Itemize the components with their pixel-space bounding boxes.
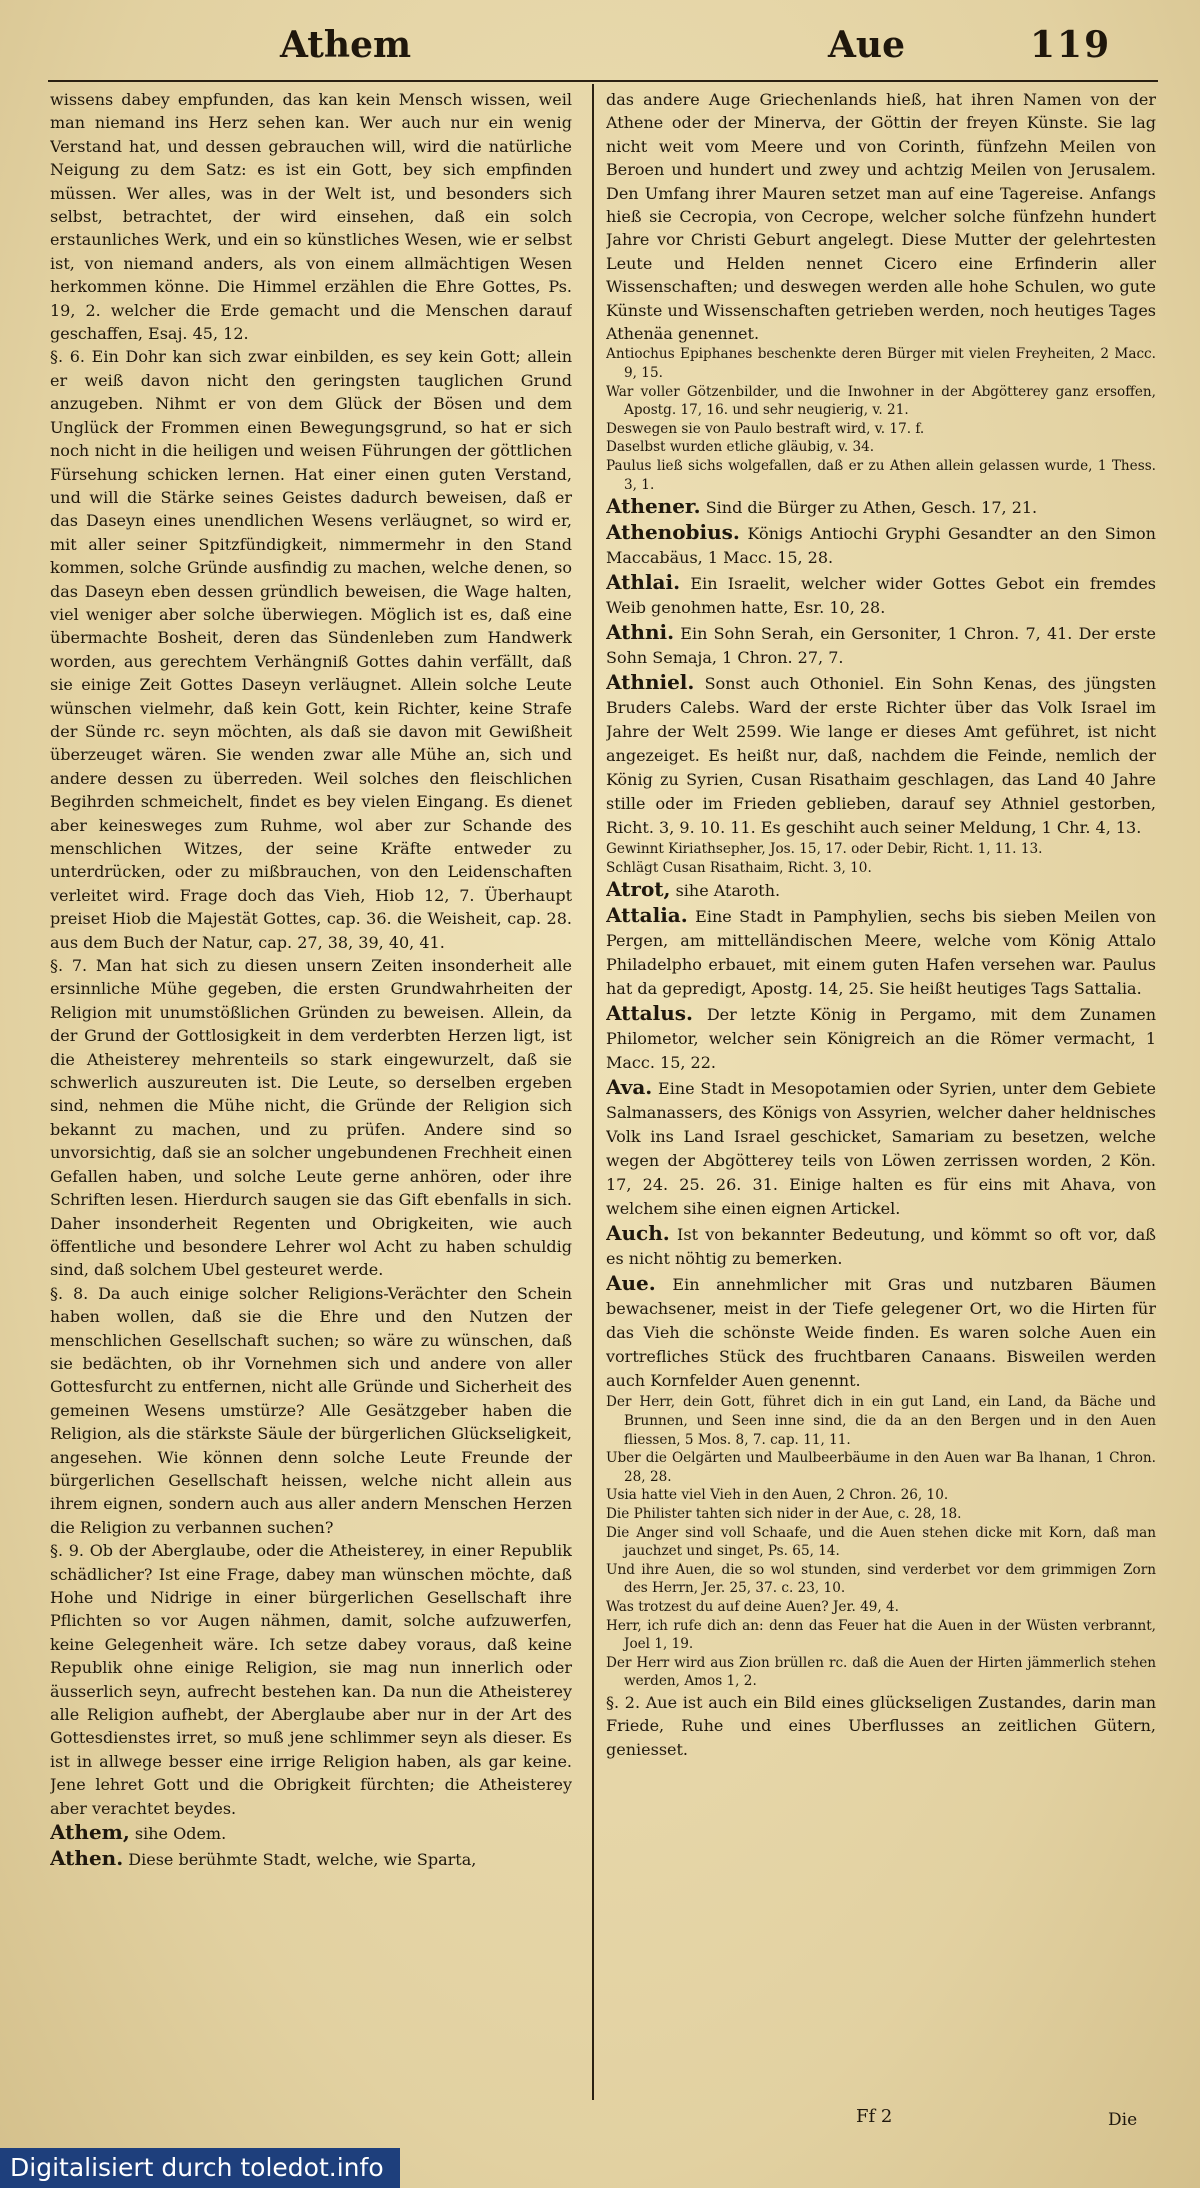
entry-lemma: Athlai. [606, 570, 681, 595]
entry-text: Sonst auch Othoniel. Ein Sohn Kenas, des jüngsten Bruders Calebs. Ward der erste Richter über das Volk Israel im Jahre der Welt 2599. Wie lange er dieses Amt geführet, ist nicht angezeiget. Es heißt nur, daß, nachdem die Feinde, nemlich der König zu Syrien, Cusan Risathaim geschlagen, das Land 40 Jahre stille oder im Frieden geblieben, darauf sey Athniel gestorben, Richt. 3, 9. 10. 11. Es geschiht auch seiner Meldung, 1 Chr. 4, 13. [606, 674, 1156, 838]
entry-athem [50, 1820, 572, 1846]
scripture-note: Herr, ich rufe dich an: denn das Feuer hat die Auen in der Wüsten verbrannt, Joel 1, 19. [606, 1617, 1156, 1653]
entry-text: sihe Odem. [134, 1824, 227, 1844]
entry-text: Sind die Bürger zu Athen, Gesch. 17, 21. [705, 498, 1038, 518]
entry-text: Eine Stadt in Mesopotamien oder Syrien, unter dem Gebiete Salmanassers, des Königs von Assyrien, welcher daher heldnisches Volk ins Land Israel geschicket, Samariam zu besetzen, welche wegen der Abgötterey teils von Löwen zerrissen worden, 2 Kön. 17, 24. 25. 26. 31. Einige halten es für eins mit Ahava, von welchem sihe einen eignen Artickel. [606, 1079, 1156, 1219]
scripture-note: Uber die Oelgärten und Maulbeerbäume in den Auen war Ba lhanan, 1 Chron. 28, 28. [606, 1450, 1156, 1485]
entry-text: Diese berühmte Stadt, welche, wie Sparta, [128, 1850, 477, 1870]
scripture-note: Schlägt Cusan Risathaim, Richt. 3, 10. [606, 859, 872, 876]
scripture-note: Usia hatte viel Vieh in den Auen, 2 Chron. 26, 10. [606, 1487, 949, 1504]
dictionary-entry [606, 1001, 1156, 1075]
scripture-note: Was trotzest du auf deine Auen? Jer. 49, 4. [606, 1598, 900, 1615]
entry-lemma: Athenobius. [606, 520, 740, 545]
entry-text: Königs Antiochi Gryphi Gesandter an den Simon Maccabäus, 1 Macc. 15, 28. [606, 524, 1156, 568]
right-column [606, 88, 1156, 1761]
dictionary-entry [606, 903, 1156, 1001]
athen-continuation: das andere Auge Griechenlands hieß, hat ihren Namen von der Athene oder der Minerva, der Göttin der freyen Künste. Sie lag nicht weit vom Meere und von Corinth, fünfzehn Meilen von Beroen und hundert und zwey und achtzig Meilen von Jerusalem. Den Umfang ihrer Mauren setzet man auf eine Tagereise. Anfangs hieß sie Cecropia, von Cecrope, welcher solche fünfzehn hundert Jahre vor Christi Geburt angelegt. Diese Mutter der gelehrtesten Leute und Helden nennet Cicero eine Erfinderin aller Wissenschaften; und deswegen werden alle hohe Schulen, wo gute Künste und Wissenschaften getrieben werden, noch heutiges Tages Athenäa genennet. [606, 90, 1156, 344]
dictionary-entry [606, 1271, 1156, 1393]
paragraph: wissens dabey empfunden, das kan kein Mensch wissen, weil man niemand ins Herz sehen kan. Wer auch nur ein wenig Verstand hat, und dessen gebrauchen will, wird die natürliche Neigung zu dem Satz: es ist ein Gott, bey sich empfinden müssen. Wer alles, was in der Welt ist, und besonders sich selbst, betrachtet, der wird einsehen, daß ein solch erstaunliches Werk, und ein so künstliches Wesen, wie er selbst ist, von niemand anders, als von einem allmächtigen Wesen herkommen könne. Die Himmel erzählen die Ehre Gottes, Ps. 19, 2. welcher die Erde gemacht und die Menschen darauf geschaffen, Esaj. 45, 12. [50, 90, 572, 344]
entry-lemma: Athem, [50, 1820, 130, 1845]
aue-paragraph-2: §. 2. Aue ist auch ein Bild eines glückseligen Zustandes, darin man Friede, Ruhe und eines Uberflusses an zeitlichen Gütern, geniesset. [606, 1692, 1156, 1759]
column-divider [592, 84, 594, 2100]
entry-text: Ein Sohn Serah, ein Gersoniter, 1 Chron. 7, 41. Der erste Sohn Semaja, 1 Chron. 27, 7. [606, 624, 1156, 668]
running-header [0, 16, 1200, 74]
scripture-note: Daselbst wurden etliche gläubig, v. 34. [606, 439, 875, 456]
dictionary-entry [606, 520, 1156, 570]
entry-lemma: Attalia. [606, 903, 688, 928]
entry-text: Ist von bekannter Bedeutung, und kömmt so oft vor, daß es nicht nöhtig zu bemerken. [606, 1225, 1156, 1269]
left-column [50, 88, 572, 1872]
header-left-word: Athem [280, 24, 412, 66]
header-rule [48, 80, 1158, 82]
digitization-banner: Digitalisiert durch toledot.info [0, 2148, 400, 2188]
scripture-note: War voller Götzenbilder, und die Inwohner in der Abgötterey ganz ersoffen, Apostg. 17, 16. und sehr neugierig, v. 21. [606, 383, 1156, 419]
scripture-note: Gewinnt Kiriathsepher, Jos. 15, 17. oder Debir, Richt. 1, 11. 13. [606, 841, 1043, 858]
scripture-note: Der Herr wird aus Zion brüllen rc. daß die Auen der Hirten jämmerlich stehen werden, Amos 1, 2. [606, 1654, 1156, 1690]
entry-text: Ein annehmlicher mit Gras und nutzbaren Bäumen bewachsener, meist in der Tiefe gelegener Ort, wo die Hirten für das Vieh die schönste Weide finden. Es waren solche Auen ein vortrefliches Stück des fruchtbaren Canaans. Bisweilen werden auch Kornfelder Auen genennt. [606, 1275, 1156, 1391]
paragraph: §. 7. Man hat sich zu diesen unsern Zeiten insonderheit alle ersinnliche Mühe gegeben, die ersten Grundwahrheiten der Religion mit unumstößlichen Gründen zu beweisen. Allein, da der Grund der Gottlosigkeit in dem verderbten Herzen ligt, ist die Atheisterey mehrenteils so stark eingewurzelt, daß sie schwerlich auszureuten ist. Die Leute, so derselben ergeben sind, nehmen die Mühe nicht, die Gründe der Religion sich bekannt zu machen, und zu prüfen. Andere sind so unvorsichtig, daß sie an solcher ungebundenen Frechheit einen Gefallen haben, und solche Leute gerne anhören, oder ihre Schriften lesen. Hierdurch saugen sie das Gift ebenfalls in sich. Daher insonderheit Regenten und Obrigkeiten, wie auch öffentliche und besondere Lehrer wol Acht zu haben schuldig sind, daß solchem Ubel gesteuret werde. [50, 956, 572, 1280]
entry-lemma: Athener. [606, 494, 701, 519]
entry-text: Ein Israelit, welcher wider Gottes Gebot ein fremdes Weib genohmen hatte, Esr. 10, 28. [606, 574, 1156, 618]
scripture-note: Die Philister tahten sich nider in der Aue, c. 28, 18. [606, 1505, 962, 1522]
entry-lemma: Auch. [606, 1221, 670, 1246]
entry-text: Eine Stadt in Pamphylien, sechs bis sieben Meilen von Pergen, am mittelländischen Meere, welche vom König Attalo Philadelpho erbauet, mit einem guten Hafen versehen war. Paulus hat da gepredigt, Apostg. 14, 25. Sie heißt heutiges Tags Sattalia. [606, 907, 1156, 999]
entry-text: Der letzte König in Pergamo, mit dem Zunamen Philometor, welcher sein Königreich an die Römer vermacht, 1 Macc. 15, 22. [606, 1005, 1156, 1073]
dictionary-entry [606, 877, 1156, 903]
catchword: Die [1108, 2110, 1138, 2130]
athen-notes [606, 345, 1156, 494]
entry-athen [50, 1846, 572, 1872]
paragraph: §. 9. Ob der Aberglaube, oder die Atheisterey, in einer Republik schädlicher? Ist eine Frage, dabey man wünschen möchte, daß Hohe und Nidrige in einer bürgerlichen Gesellschaft ihre Pflichten so vor Augen nähmen, damit, solche aufzuwerfen, keine Gelegenheit wäre. Ich setze dabey voraus, daß keine Republik ohne einige Religion, sie mag nun innerlich oder äusserlich seyn, aufrecht bestehen kan. Da nun die Atheisterey alle Religion aufhebt, der Aberglaube aber nur in der Art des Gottesdienstes irret, so muß jene schlimmer seyn als dieser. Es ist in allwege besser eine irrige Religion haben, als gar keine. Jene lehret Gott und die Obrigkeit fürchten; die Atheisterey aber verachtet beydes. [50, 1541, 572, 1818]
dictionary-entry [606, 1075, 1156, 1221]
entry-lemma: Atrot, [606, 877, 671, 902]
dictionary-entry [606, 670, 1156, 840]
dictionary-entry [606, 620, 1156, 670]
entry-text: sihe Ataroth. [675, 881, 781, 901]
dictionary-entry [606, 1221, 1156, 1271]
paragraph: §. 6. Ein Dohr kan sich zwar einbilden, es sey kein Gott; allein er weiß davon nicht den geringsten tauglichen Grund anzugeben. Nihmt er von dem Glück der Bösen und dem Unglück der Frommen einen Bewegungsgrund, so hat er sich noch nicht in die heiligen und weisen Führungen der göttlichen Fürsehung schicken lernen. Hat einer einen guten Verstand, und will die Stärke seines Geistes dadurch beweisen, daß er das Daseyn eines unendlichen Wesens verläugnet, so wird er, mit aller seiner Spitzfündigkeit, nimmermehr in den Stand kommen, solche Gründe ausfindig zu machen, welche denen, so das Daseyn eben dessen gründlich beweisen, die Wage halten, viel weniger aber solche überwiegen. Möglich ist es, daß eine übermachte Bosheit, deren das Sündenleben zum Handwerk worden, aus gerechtem Verhängniß Gottes dahin verfällt, daß sie einige Zeit Gottes Daseyn verläugnet. Allein solche Leute wünschen vielmehr, daß kein Gott, kein Richter, keine Strafe der Sünde rc. seyn möchten, als daß sie davon mit Gewißheit überzeuget wären. Sie wenden zwar alle Mühe an, sich und andere dessen zu überreden. Weil solches den fleischlichen Begihrden schmeichelt, findet es bey vielen Eingang. Es dienet aber keinesweges zum Ruhme, wol aber zur Schande des menschlichen Witzes, der seine Kräfte entweder zu unterdrücken, oder zu mißbrauchen, von den Leidenschaften verleitet wird. Frage doch das Vieh, Hiob 12, 7. Überhaupt preiset Hiob die Majestät Gottes, cap. 36. die Weisheit, cap. 28. aus dem Buch der Natur, cap. 27, 38, 39, 40, 41. [50, 347, 572, 952]
paragraph: §. 8. Da auch einige solcher Religions-Verächter den Schein haben wollen, daß sie die Ehre und den Nutzen der menschlichen Gesellschaft suchen; so wäre zu wünschen, daß sie bedächten, ob ihr Vornehmen sich und andere von aller Gottesfurcht zu entfernen, nicht alle Gründe und Sicherheit des gemeinen Wesens umstürze? Alle Gesätzgeber haben die Religion, als die stärkste Säule der bürgerlichen Glückseligkeit, angesehen. Wie können denn solche Leute Freunde der bürgerlichen Gesellschaft heissen, welche nicht allein aus ihrem eignen, sondern auch aus aller andern Menschen Herzen die Religion zu verbannen suchen? [50, 1283, 572, 1537]
entry-lemma: Athniel. [606, 670, 695, 695]
scripture-note: Paulus ließ sichs wolgefallen, daß er zu Athen allein gelassen wurde, 1 Thess. 3, 1. [606, 458, 1156, 493]
signature-mark: Ff 2 [856, 2106, 893, 2127]
entries-list [606, 494, 1156, 1691]
scripture-note: Die Anger sind voll Schaafe, und die Auen stehen dicke mit Korn, daß man jauchzet und singet, Ps. 65, 14. [606, 1524, 1156, 1560]
entry-lemma: Athni. [606, 620, 675, 645]
scripture-note: Der Herr, dein Gott, führet dich in ein gut Land, ein Land, da Bäche und Brunnen, und Seen inne sind, die da an den Bergen und in den Auen fliessen, 5 Mos. 8, 7. cap. 11, 11. [606, 1394, 1156, 1448]
scripture-note: Antiochus Epiphanes beschenkte deren Bürger mit vielen Freyheiten, 2 Macc. 9, 15. [606, 346, 1156, 382]
header-right-word: Aue [828, 24, 906, 66]
entry-lemma: Attalus. [606, 1001, 693, 1026]
scripture-note: Und ihre Auen, die so wol stunden, sind verderbet vor dem grimmigen Zorn des Herrn, Jer. 25, 37. c. 23, 10. [606, 1561, 1156, 1597]
scripture-note: Deswegen sie von Paulo bestraft wird, v. 17. f. [606, 420, 925, 437]
entry-lemma: Ava. [606, 1075, 653, 1100]
dictionary-entry [606, 494, 1156, 520]
dictionary-entry [606, 570, 1156, 620]
page-number: 119 [1030, 24, 1112, 66]
entry-lemma: Athen. [50, 1846, 124, 1871]
entry-lemma: Aue. [606, 1271, 656, 1296]
